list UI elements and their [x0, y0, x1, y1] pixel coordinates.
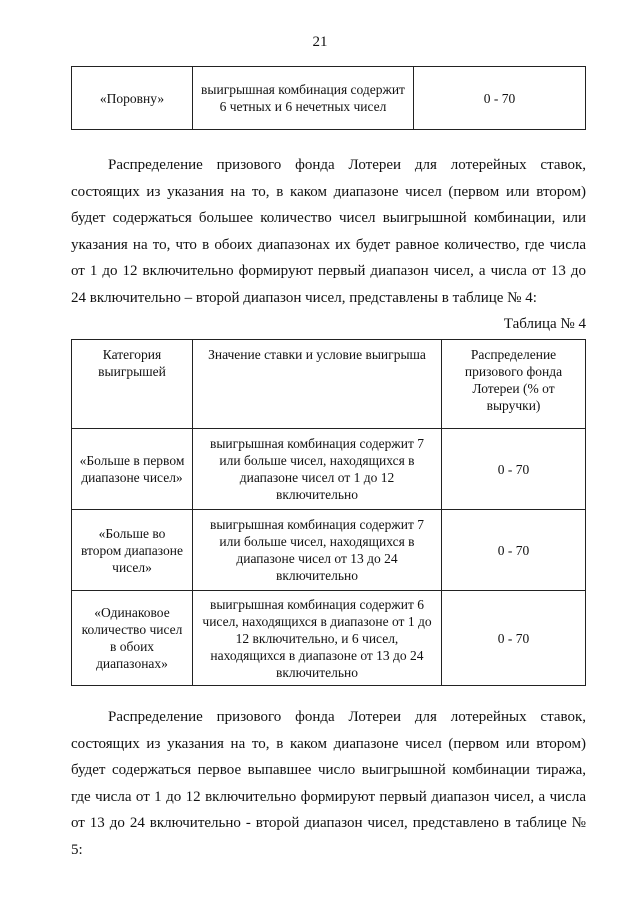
paragraph-table-4-intro: Распределение призового фонда Лотереи для лотерейных ставок, состоящих из указания на то, в каком диапазоне чисел (первом или втором) будет содержаться большее количество чисел выигрышной комбинации, или указания на то, что в обоих диапазонах их будет равное количество, где числа от 1 до 12 включительно формируют первый диапазон чисел, а числа от 13 до 24 включительно – второй диапазон чисел, представлены в таблице № 4:: [71, 157, 586, 306]
table-header-row: [72, 340, 586, 429]
table-row: [72, 591, 586, 686]
table-row: [72, 429, 586, 510]
condition-cell: выигрышная комбинация содержит 7 или больше чисел, находящихся в диапазоне чисел от 13 до 24 включительно: [193, 510, 442, 591]
paragraph-table-5-intro: Распределение призового фонда Лотереи для лотерейных ставок, состоящих из указания на то, в каком диапазоне чисел (первом или втором) будет содержаться первое выпавшее число выигрышной комбинации тиража, где числа от 1 до 12 включительно формируют первый диапазон чисел, а числа от 13 до 24 включительно - второй диапазон чисел, представлено в таблице № 5:: [71, 709, 586, 858]
category-cell: «Больше в первом диапазоне чисел»: [72, 429, 193, 510]
condition-cell: выигрышная комбинация содержит 6 четных и 6 нечетных чисел: [193, 67, 414, 130]
category-cell: «Одинаковое количество чисел в обоих диапазонах»: [72, 591, 193, 686]
category-cell: «Поровну»: [72, 67, 193, 130]
table-row: [72, 510, 586, 591]
prize-table-continued: [71, 66, 586, 130]
table-4-caption: Таблица № 4: [503, 316, 586, 332]
distribution-cell: 0 - 70: [442, 510, 586, 591]
header-condition: Значение ставки и условие выигрыша: [193, 340, 442, 429]
page-number: 21: [312, 34, 328, 50]
header-category: Категория выигрышей: [72, 340, 193, 429]
condition-cell: выигрышная комбинация содержит 7 или больше чисел, находящихся в диапазоне чисел от 1 до 12 включительно: [193, 429, 442, 510]
distribution-cell: 0 - 70: [442, 429, 586, 510]
table-row: [72, 67, 586, 130]
category-cell: «Больше во втором диапазоне чисел»: [72, 510, 193, 591]
header-distribution: Распределение призового фонда Лотереи (% от выручки): [442, 340, 586, 429]
condition-cell: выигрышная комбинация содержит 6 чисел, находящихся в диапазоне от 1 до 12 включительно, и 6 чисел, находящихся в диапазоне от 13 до 24 включительно: [193, 591, 442, 686]
table-4: [71, 339, 586, 686]
distribution-cell: 0 - 70: [414, 67, 586, 130]
distribution-cell: 0 - 70: [442, 591, 586, 686]
